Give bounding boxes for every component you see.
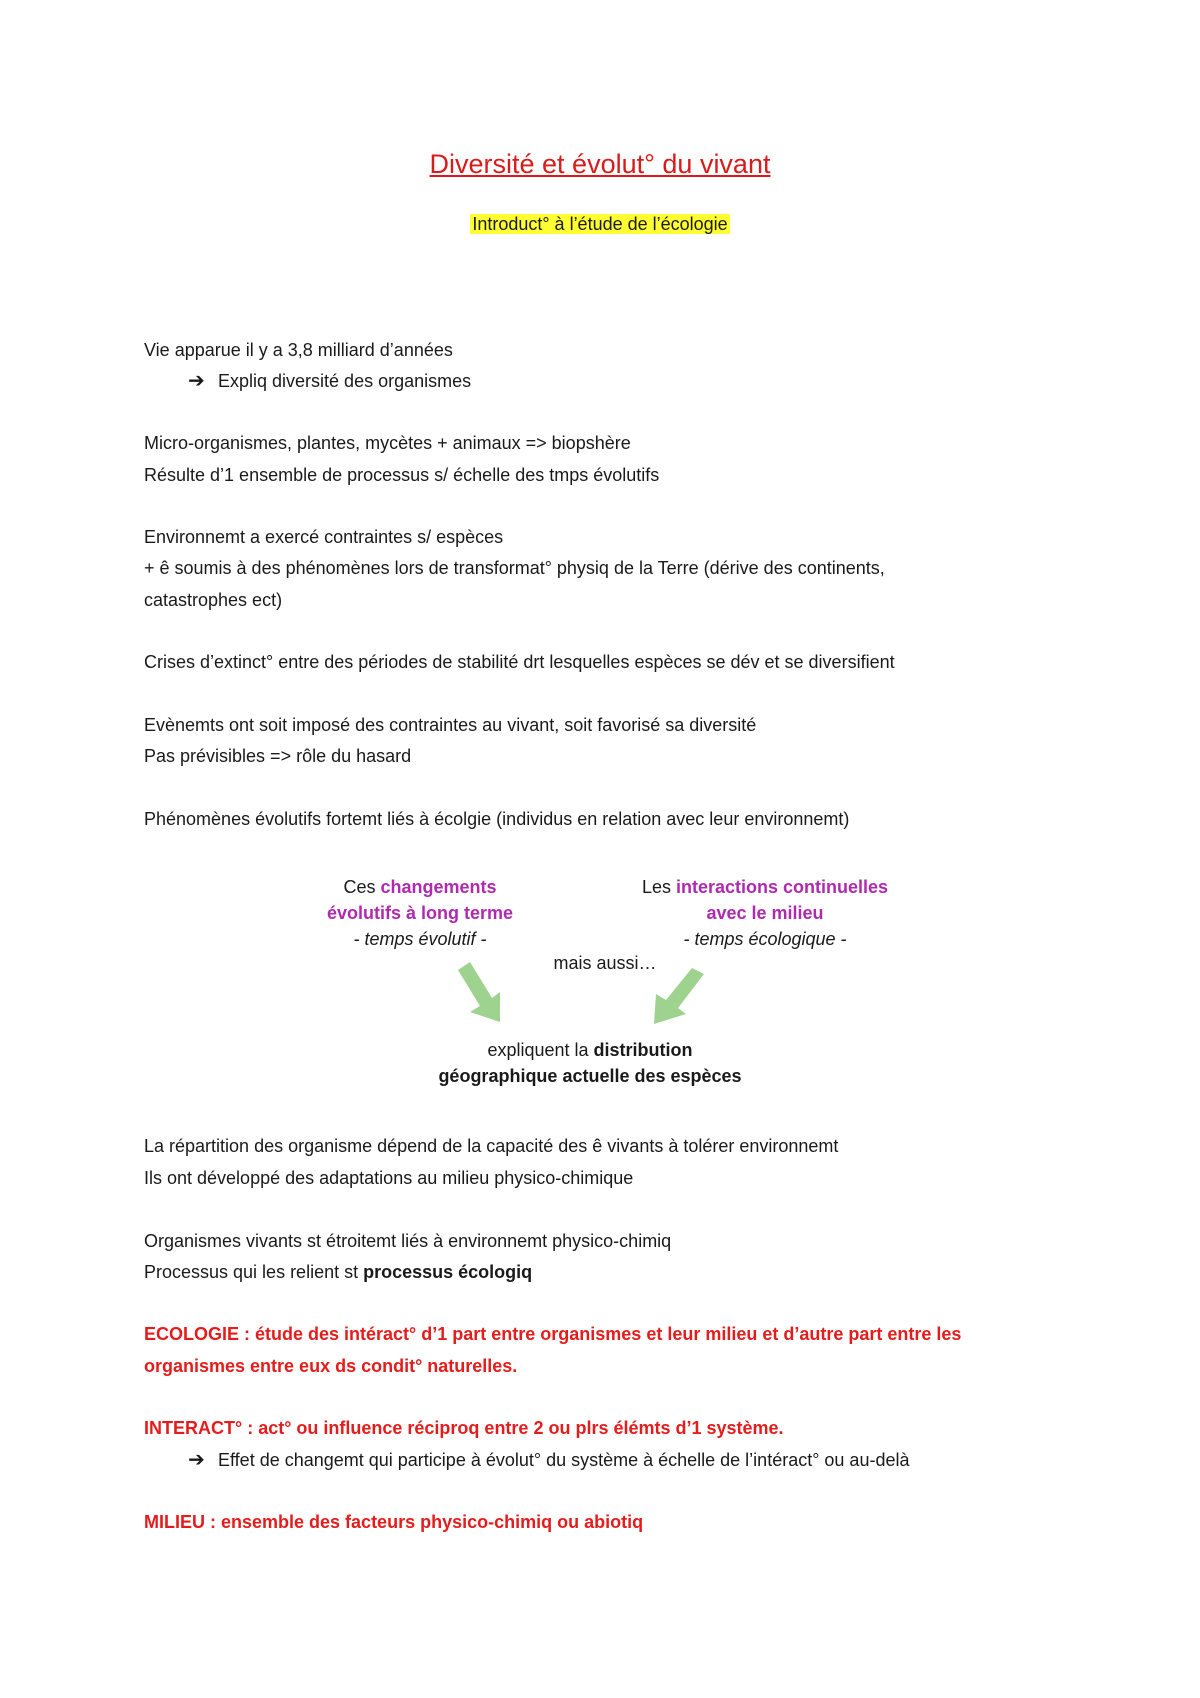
diagram-highlight: interactions continuelles [675, 877, 889, 897]
paragraph-line: Ils ont développé des adaptations au milieu physico-chimique [144, 1168, 634, 1188]
paragraph-text: Processus qui les relient st [144, 1262, 364, 1282]
paragraph-line: Evènemts ont soit imposé des contraintes au vivant, soit favorisé sa diversité [144, 715, 757, 735]
arrow-bullet [188, 1446, 909, 1474]
diagram-bold: distribution [593, 1040, 693, 1060]
diagram-highlight: évolutifs à long terme [326, 903, 514, 923]
diagram-caption: - temps évolutif - [353, 929, 487, 949]
paragraph-line: Environnemt a exercé contraintes s/ espèces [144, 527, 504, 547]
definition-ecologie-cont: organismes entre eux ds condit° naturelles. [144, 1356, 518, 1376]
diagram-highlight: changements [380, 877, 497, 897]
arrow-bullet [188, 367, 471, 395]
paragraph-line: Résulte d’1 ensemble de processus s/ échelle des tmps évolutifs [144, 465, 660, 485]
paragraph-line: Pas prévisibles => rôle du hasard [144, 746, 412, 766]
diagram-middle-text: mais aussi… [553, 953, 657, 973]
bullet-text: Expliq diversité des organismes [218, 371, 472, 391]
paragraph-line [144, 1258, 532, 1286]
paragraph-line: Crises d’extinct° entre des périodes de stabilité drt lesquelles espèces se dév et se diversifient [144, 652, 895, 672]
diagram-text: Ces [343, 877, 381, 897]
paragraph-line: La répartition des organisme dépend de la capacité des ê vivants à tolérer environnemt [144, 1136, 839, 1156]
arrow-right-icon: ➔ [188, 370, 205, 392]
paragraph-line: catastrophes ect) [144, 590, 283, 610]
paragraph-line: Phénomènes évolutifs fortemt liés à écolgie (individus en relation avec leur environnemt) [144, 809, 850, 829]
diagram-caption: - temps écologique - [683, 929, 847, 949]
definition-interact: INTERACT° : act° ou influence réciproq entre 2 ou plrs élémts d’1 système. [144, 1418, 784, 1438]
definition-ecologie: ECOLOGIE : étude des intéract° d’1 part entre organismes et leur milieu et d’autre part entre les [144, 1324, 962, 1344]
diagram-arrows [440, 960, 720, 1030]
paragraph-line: Micro-organismes, plantes, mycètes + animaux => biopshère [144, 433, 631, 453]
diagram-left-block [300, 874, 540, 952]
page-subtitle: Introduct° à l’étude de l’écologie [472, 214, 728, 234]
diagram-highlight: avec le milieu [706, 903, 824, 923]
diagram-text: expliquent la [487, 1040, 594, 1060]
arrow-down-right-icon [458, 962, 500, 1022]
diagram-bottom-block [390, 1037, 790, 1089]
paragraph-line: Vie apparue il y a 3,8 milliard d’années [144, 340, 453, 360]
bullet-text: Effet de changemt qui participe à évolut° du système à échelle de l’intéract° ou au-delà [218, 1450, 910, 1470]
paragraph-line: Organismes vivants st étroitemt liés à environnemt physico-chimiq [144, 1231, 672, 1251]
arrow-down-left-icon [654, 968, 704, 1024]
paragraph-line: + ê soumis à des phénomènes lors de transformat° physiq de la Terre (dérive des continents, [144, 558, 885, 578]
page-title: Diversité et évolut° du vivant [429, 149, 771, 179]
definition-milieu: MILIEU : ensemble des facteurs physico-chimiq ou abiotiq [144, 1512, 644, 1532]
subtitle-row [0, 210, 1200, 238]
diagram-right-block [620, 874, 910, 952]
diagram-text: Les [641, 877, 676, 897]
diagram-bold: géographique actuelle des espèces [438, 1066, 742, 1086]
arrow-right-icon: ➔ [188, 1449, 205, 1471]
paragraph-bold: processus écologiq [363, 1262, 533, 1282]
